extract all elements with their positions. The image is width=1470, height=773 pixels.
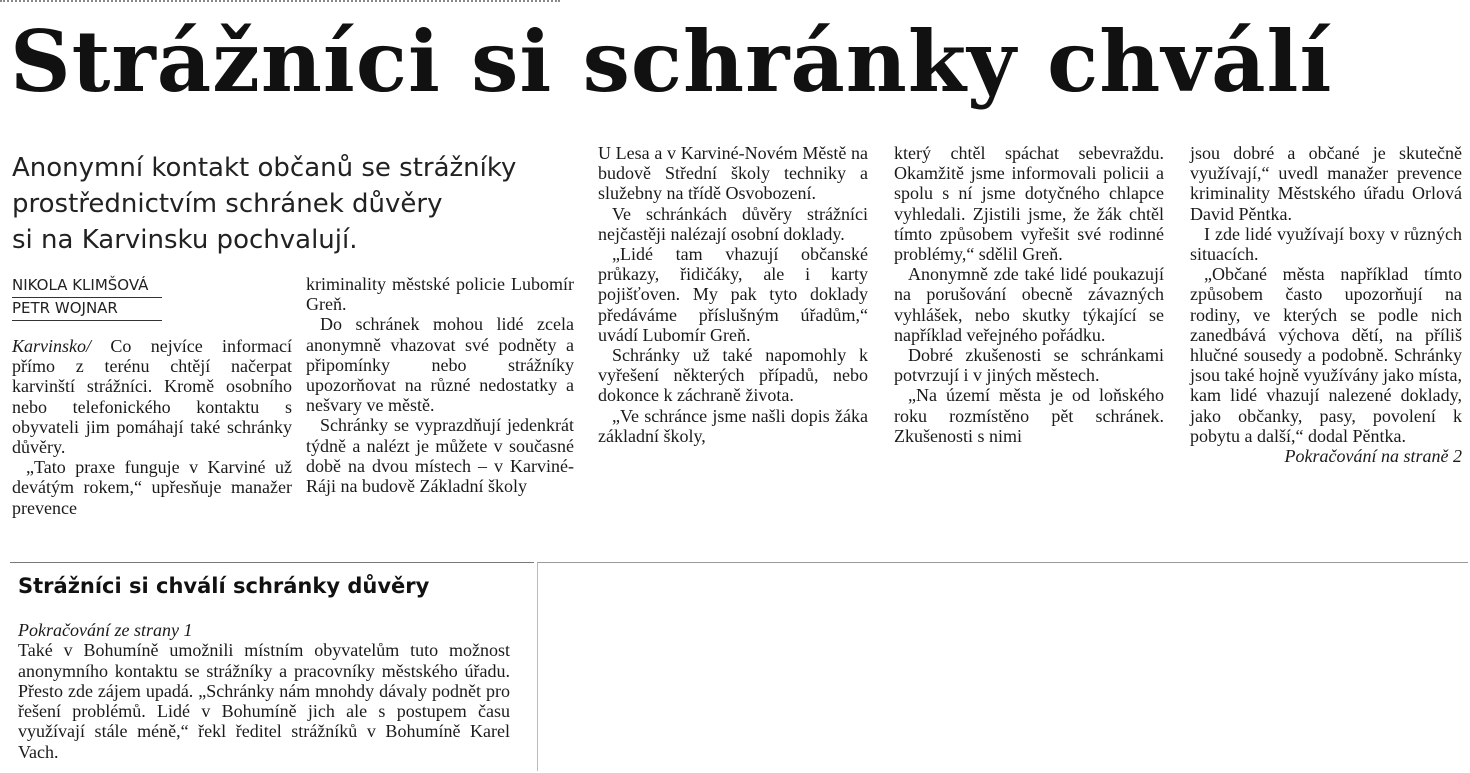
dateline-place: Karvinsko/ [12,336,91,356]
article-column-1 [12,336,292,518]
paragraph: Dobré zkušenosti se schránkami potvrzují i v jiných městech. [894,345,1164,386]
paragraph: kriminality městské policie Lubomír Greň. [306,274,574,315]
subtitle-line: Anonymní kontakt občanů se strážníky [12,153,517,183]
continued-from-note: Pokračování ze strany 1 [18,620,193,640]
article-column-4 [894,143,1164,446]
paragraph [12,336,292,457]
continuation-headline: Strážníci si chválí schránky důvěry [18,574,430,598]
paragraph: „Na území města je od loňského roku rozmístěno pět schránek. Zkušenosti s nimi [894,385,1164,446]
paragraph: „Lidé tam vhazují občanské průkazy, řidičáky, ale i karty pojišťoven. My pak tyto doklady předáváme příslušným úřadům,“ uvádí Lubomír Greň. [598,244,868,345]
paragraph: „Ve schránce jsme našli dopis žáka základní školy, [598,405,868,446]
paragraph: Také v Bohumíně umožnili místním obyvatelům tuto možnost anonymního kontaktu se strážníky a pracovníky městského úřadu. Přesto zde zájem upadá. „Schránky nám mnohdy dávaly podnět pro řešení problémů. Lidé v Bohumíně jich ale s postupem času využívají stále méně,“ řekl ředitel strážníků v Bohumíně Karel Vach. [18,640,510,762]
paragraph: Schránky se vyprazdňují jedenkrát týdně a nalézt je můžete v současné době na dvou místech – v Karviné-Ráji na budově Základní školy [306,415,574,497]
paragraph-text: Co nejvíce informací přímo z terénu chtějí načerpat karvinští strážníci. Kromě osobního nebo telefonického kontaktu s obyvateli jim pomáhají také schránky důvěry. [12,336,293,458]
author-name: NIKOLA KLIMŠOVÁ [12,275,162,298]
paragraph: I zde lidé využívají boxy v různých situacích. [1190,223,1462,265]
section-divider [10,562,534,563]
subtitle [12,150,572,258]
paragraph: jsou dobré a občané je skutečně využívají,“ uvedl manažer prevence kriminality Městského úřadu Orlová David Pěntka. [1190,143,1462,224]
empty-area [537,562,1468,771]
paragraph: Anonymně zde také lidé poukazují na porušování obecně závazných vyhlášek, nebo skutky týkající se například veřejného pořádku. [894,264,1164,345]
top-dotted-rule [0,0,560,2]
article-column-2 [306,274,574,496]
bylines [12,275,302,321]
paragraph: Schránky už také napomohly k vyřešení některých případů, nebo dokonce k záchraně života. [598,345,868,406]
author-name: PETR WOJNAR [12,298,162,321]
article-column-3 [598,143,868,446]
paragraph: Ve schránkách důvěry strážníci nejčastěji nalézají osobní doklady. [598,203,868,244]
paragraph: U Lesa a v Karviné-Novém Městě na budově Střední školy techniky a služebny na třídě Osvobození. [598,143,868,204]
headline: Strážníci si schránky chválí [10,12,1333,111]
paragraph: „Tato praxe funguje v Karviné už devátým rokem,“ upřesňuje manažer prevence [12,457,292,518]
paragraph: který chtěl spáchat sebevraždu. Okamžitě jsme informovali policii a spolu s ní jsme dotyčného chlapce vyhledali. Zjistili jsme, že žák chtěl tímto způsobem vyřešit své rodinné problémy,“ sdělil Greň. [894,143,1164,265]
subtitle-line: si na Karvinsku pochvalují. [12,225,358,255]
paragraph: Do schránek mohou lidé zcela anonymně vhazovat své podněty a připomínky nebo strážníky upozorňovat na různé nedostatky a nešvary ve městě. [306,314,574,416]
continued-note: Pokračování na straně 2 [1284,446,1462,467]
article-column-5 [1190,143,1462,466]
subtitle-line: prostřednictvím schránek důvěry [12,189,443,219]
paragraph: „Občané města například tímto způsobem často upozorňují na rodiny, ve kterých se podle nich zanedbává výchova dětí, na příliš hlučné sousedy a podobně. Schránky jsou také hojně využívány jako místa, kam lidé vhazují nalezené doklady, jako občanky, pasy, povolení k pobytu a další,“ dodal Pěntka. [1190,264,1462,446]
continuation-body [18,620,510,762]
